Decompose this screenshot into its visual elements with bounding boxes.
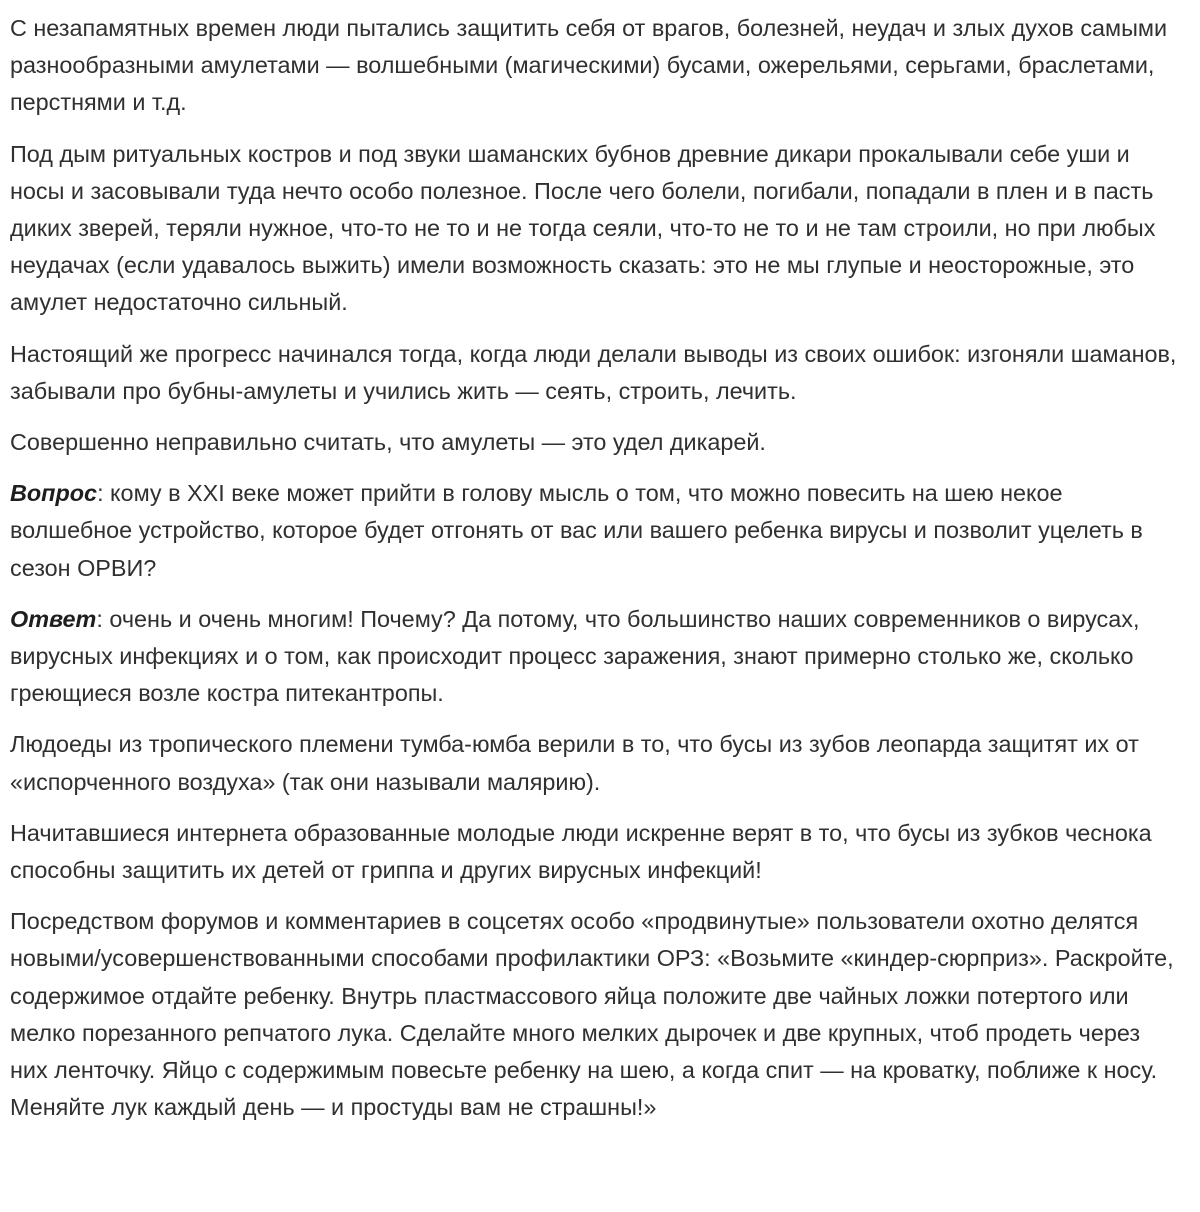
paragraph-question — [10, 475, 1184, 587]
paragraph-garlic: Начитавшиеся интернета образованные молодые люди искренне верят в то, что бусы из зубков чеснока способны защитить их детей от гриппа и других вирусных инфекций! — [10, 819, 1152, 884]
paragraph-cannibals: Людоеды из тропического племени тумба-юмба верили в то, что бусы из зубов леопарда защитят их от «испорченного воздуха» (так они называли малярию). — [10, 731, 1139, 795]
paragraph-kinder-surprise: Посредством форумов и комментариев в соцсетях особо «продвинутые» пользователи охотно делятся новыми/усовершенствованными способами профилактики ОРЗ: «Возьмите «киндер-сюрприз». Раскройте, содержимое отдайте ребенку. Внутрь пластмассового яйца положите две чайных ложки потертого или мелко порезанного репчатого лука. Сделайте много мелких дырочек и две крупных, чтоб продеть через них ленточку. Яйцо с содержимым повесьте ребенку на шею, а когда спит — на кроватку, поближе к носу. Меняйте лук каждый день — и простуды вам не страшны!» — [10, 908, 1174, 1121]
answer-label: Ответ — [10, 605, 97, 632]
question-text: : кому в XXI веке может прийти в голову мысль о том, что можно повесить на шею некое волшебное устройство, которое будет отгонять от вас или вашего ребенка вирусы и позволит уцелеть в сезон ОРВИ? — [10, 480, 1143, 581]
paragraph-progress: Настоящий же прогресс начинался тогда, когда люди делали выводы из своих ошибок: изгоняли шаманов, забывали про бубны-амулеты и учились жить — сеять, строить, лечить. — [10, 340, 1177, 404]
question-label: Вопрос — [10, 480, 98, 507]
paragraph-amulets-claim: Совершенно неправильно считать, что амулеты — это удел дикарей. — [10, 429, 766, 456]
paragraph-rituals: Под дым ритуальных костров и под звуки шаманских бубнов древние дикари прокалывали себе уши и носы и засовывали туда нечто особо полезное. После чего болели, погибали, попадали в плен и в пасть диких зверей, теряли нужное, что-то не то и не тогда сеяли, что-то не то и не там строили, но при любых неудачах (если удавалось выжить) имели возможность сказать: это не мы глупые и неосторожные, это амулет недостаточно сильный. — [10, 140, 1156, 316]
answer-text: : очень и очень многим! Почему? Да потому, что большинство наших современников о вирусах, вирусных инфекциях и о том, как происходит процесс заражения, знают примерно столько же, сколько греющиеся возле костра питекантропы. — [10, 605, 1140, 707]
paragraph-intro: С незапамятных времен люди пытались защитить себя от врагов, болезней, неудач и злых духов самыми разнообразными амулетами — волшебными (магическими) бусами, ожерельями, серьгами, браслетами, перстнями и т.д. — [10, 15, 1168, 116]
paragraph-answer — [10, 601, 1184, 713]
